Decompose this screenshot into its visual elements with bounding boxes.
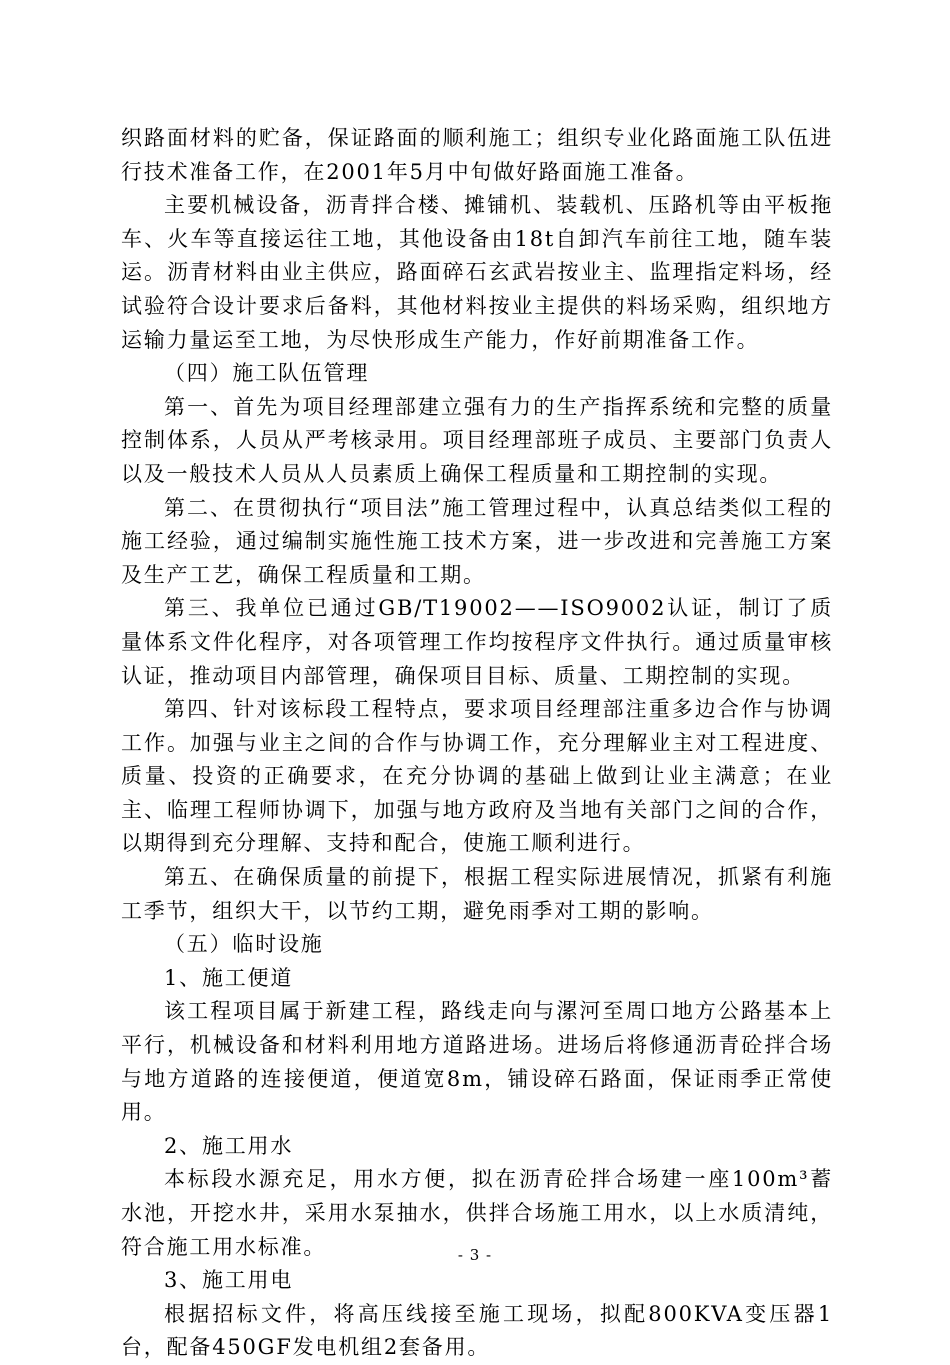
paragraph-water-supply: 本标段水源充足，用水方便，拟在沥青砼拌合场建一座100m³蓄水池，开挖水井，采用水泵抽水，供拌合场施工用水，以上水质清纯，符合施工用水标准。 [121, 1167, 833, 1259]
subheading-access-road: 1、施工便道 [164, 965, 294, 990]
document-body [121, 122, 833, 1365]
subheading-power-supply: 3、施工用电 [164, 1268, 294, 1293]
paragraph-point-one: 第一、首先为项目经理部建立强有力的生产指挥系统和完整的质量控制体系，人员从严考核录用。项目经理部班子成员、主要部门负责人以及一般技术人员从人员素质上确保工程质量和工期控制的实现。 [121, 394, 833, 486]
paragraph-power-supply: 根据招标文件，将高压线接至施工现场，拟配800KVA变压器1台，配备450GF发电机组2套备用。 [121, 1301, 833, 1360]
paragraph-point-four: 第四、针对该标段工程特点，要求项目经理部注重多边合作与协调工作。加强与业主之间的合作与协调工作，充分理解业主对工程进度、质量、投资的正确要求，在充分协调的基础上做到让业主满意；在业主、临理工程师协调下，加强与地方政府及当地有关部门之间的合作，以期得到充分理解、支持和配合，使施工顺利进行。 [121, 697, 833, 856]
paragraph-access-road: 该工程项目属于新建工程，路线走向与漯河至周口地方公路基本上平行，机械设备和材料利用地方道路进场。进场后将修通沥青砼拌合场与地方道路的连接便道，便道宽8m，铺设碎石路面，保证雨季正常使用。 [121, 999, 833, 1125]
subheading-water-supply: 2、施工用水 [164, 1133, 294, 1158]
paragraph-point-three: 第三、我单位已通过GB/T19002——ISO9002认证，制订了质量体系文件化程序，对各项管理工作均按程序文件执行。通过质量审核认证，推动项目内部管理，确保项目目标、质量、工期控制的实现。 [121, 596, 833, 688]
paragraph-equipment-transport: 主要机械设备，沥青拌合楼、摊铺机、装载机、压路机等由平板拖车、火车等直接运往工地，其他设备由18t自卸汽车前往工地，随车装运。沥青材料由业主供应，路面碎石玄武岩按业主、监理指定料场，经试验符合设计要求后备料，其他材料按业主提供的料场采购，组织地方运输力量运至工地，为尽快形成生产能力，作好前期准备工作。 [121, 193, 833, 352]
paragraph-point-two: 第二、在贯彻执行“项目法”施工管理过程中，认真总结类似工程的施工经验，通过编制实施性施工技术方案，进一步改进和完善施工方案及生产工艺，确保工程质量和工期。 [121, 495, 833, 587]
page-number: - 3 - [457, 1246, 493, 1264]
paragraph-point-five: 第五、在确保质量的前提下，根据工程实际进展情况，抓紧有利施工季节，组织大干，以节约工期，避免雨季对工期的影响。 [121, 865, 833, 923]
paragraph-continuation: 织路面材料的贮备，保证路面的顺利施工；组织专业化路面施工队伍进行技术准备工作，在2001年5月中旬做好路面施工准备。 [121, 126, 833, 184]
section-heading-temporary-facilities: （五）临时设施 [164, 932, 324, 957]
section-heading-team-management: （四）施工队伍管理 [164, 361, 370, 386]
